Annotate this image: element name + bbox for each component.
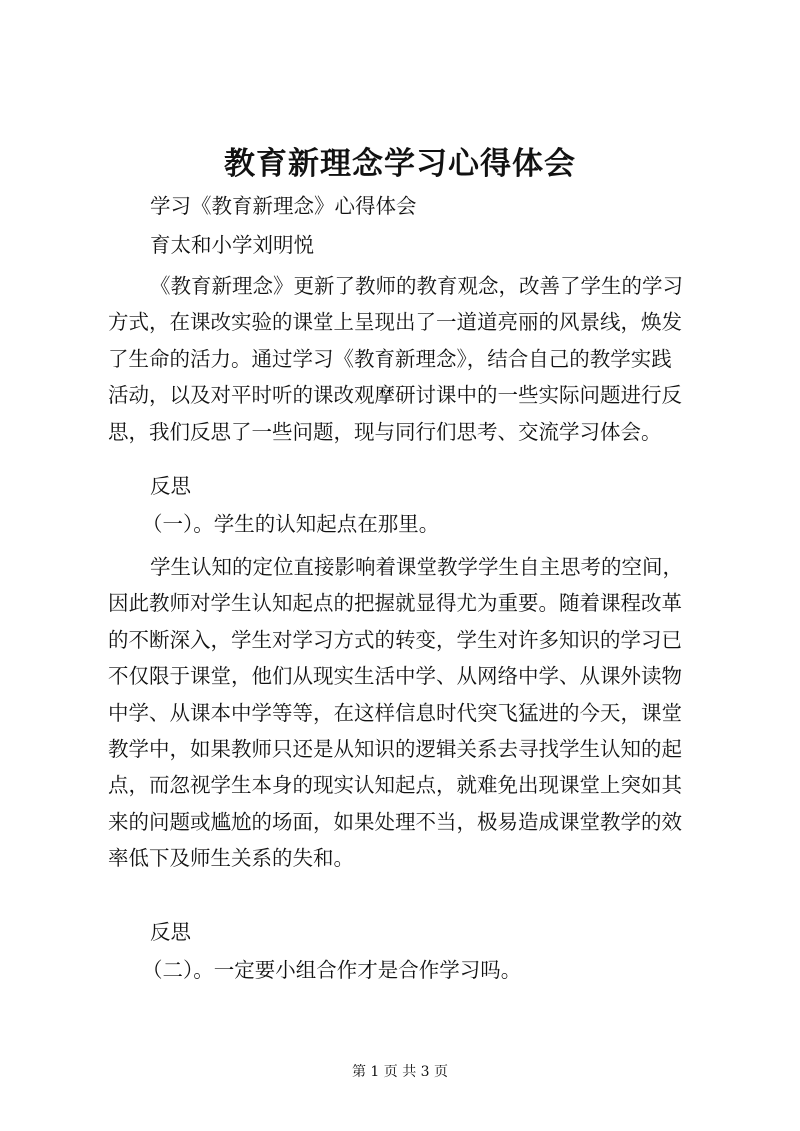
paragraph-2-line: 教学中，如果教师只还是从知识的逻辑关系去寻找学生认知的起: [108, 737, 682, 762]
paragraph-2-line: 学生认知的定位直接影响着课堂教学学生自主思考的空间，: [150, 555, 683, 579]
page-number-footer: 第 1 页 共 3 页: [351, 1064, 449, 1080]
paragraph-1-line: 活动，以及对平时听的课改观摩研讨课中的一些实际问题进行反: [108, 383, 682, 408]
paragraph-1-line: 《教育新理念》更新了教师的教育观念，改善了学生的学习: [150, 274, 683, 298]
section-heading-reflect: 反思: [150, 920, 191, 944]
paragraph-2-line: 不仅限于课堂，他们从现实生活中学、从网络中学、从课外读物: [108, 664, 682, 689]
document-subtitle: 学习《教育新理念》心得体会: [150, 194, 417, 218]
paragraph-2-line: 率低下及师生关系的失和。: [108, 846, 354, 871]
paragraph-2-line: 因此教师对学生认知起点的把握就显得尤为重要。随着课程改革: [108, 591, 682, 616]
document-author: 育太和小学刘明悦: [150, 233, 314, 257]
section-item-heading: （二）。一定要小组合作才是合作学习吗。: [142, 958, 522, 982]
paragraph-2-line: 点，而忽视学生本身的现实认知起点，就难免出现课堂上突如其: [108, 773, 682, 798]
paragraph-2-line: 来的问题或尴尬的场面，如果处理不当，极易造成课堂教学的效: [108, 809, 682, 834]
paragraph-1: [108, 268, 712, 450]
paragraph-2: [108, 549, 712, 877]
section-heading-reflect: 反思: [150, 474, 191, 498]
paragraph-1-line: 方式，在课改实验的课堂上呈现出了一道道亮丽的风景线，焕发: [108, 310, 682, 335]
document-title: 教育新理念学习心得体会: [224, 146, 576, 182]
paragraph-2-line: 中学、从课本中学等等，在这样信息时代突飞猛进的今天，课堂: [108, 700, 682, 725]
paragraph-1-line: 了生命的活力。通过学习《教育新理念》，结合自己的教学实践: [108, 346, 672, 371]
section-item-heading: （一）。学生的认知起点在那里。: [142, 512, 440, 536]
paragraph-1-line: 思，我们反思了一些问题，现与同行们思考、交流学习体会。: [108, 419, 662, 444]
paragraph-2-line: 的不断深入，学生对学习方式的转变，学生对许多知识的学习已: [108, 627, 682, 652]
